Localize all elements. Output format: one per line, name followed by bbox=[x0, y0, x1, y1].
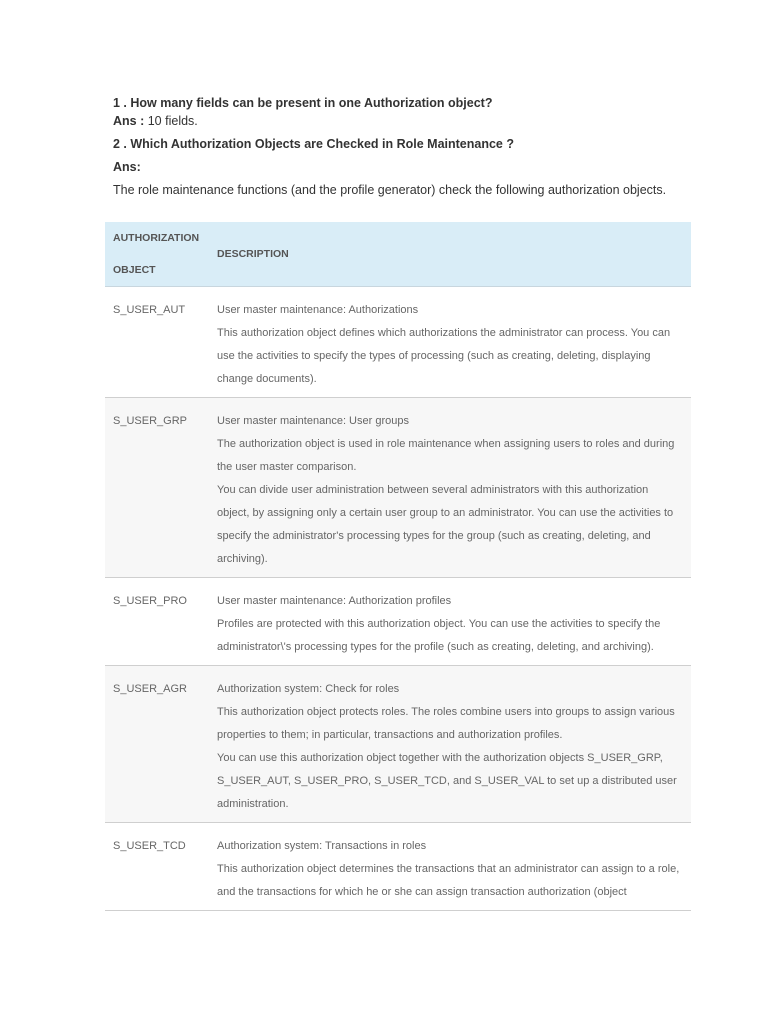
authorization-object-description bbox=[209, 398, 691, 578]
authorization-object-name: S_USER_PRO bbox=[105, 578, 209, 666]
question-1: 1 . How many fields can be present in one Authorization object? bbox=[113, 96, 493, 110]
description-line: Authorization system: Transactions in roles bbox=[217, 840, 427, 852]
description-line: Authorization system: Check for roles bbox=[217, 683, 400, 695]
header-obj-line2: OBJECT bbox=[113, 264, 156, 276]
description-line: You can use this authorization object together with the authorization objects S_USER_GRP, S_USER_AUT, S_USER_PRO, S_USER_TCD, and S_USER_VAL to set up a distributed user administration. bbox=[217, 752, 677, 810]
authorization-object-description bbox=[209, 287, 691, 398]
table-header-row bbox=[105, 222, 691, 287]
table-row bbox=[105, 398, 691, 578]
description-line: User master maintenance: User groups bbox=[217, 415, 409, 427]
description-line: You can divide user administration between several administrators with this authorization object, by assigning only a certain user group to an administrator. You can use the activities to specify the administrator's processing types for the group (such as creating, deleting, and archiving). bbox=[217, 484, 674, 565]
table-row bbox=[105, 823, 691, 911]
description-line: User master maintenance: Authorization profiles bbox=[217, 595, 452, 607]
answer-2-intro: The role maintenance functions (and the profile generator) check the following authorization objects. bbox=[113, 183, 667, 197]
authorization-object-description bbox=[209, 578, 691, 666]
authorization-object-name: S_USER_TCD bbox=[105, 823, 209, 911]
description-line: This authorization object determines the transactions that an administrator can assign to a role, and the transactions for which he or she can assign transaction authorization (object bbox=[217, 863, 680, 898]
description-line: The authorization object is used in role maintenance when assigning users to roles and during the user master comparison. bbox=[217, 438, 675, 473]
header-authorization-object bbox=[105, 222, 209, 287]
answer-2-label: Ans: bbox=[113, 160, 141, 174]
table-row bbox=[105, 287, 691, 398]
table-row bbox=[105, 666, 691, 823]
question-2: 2 . Which Authorization Objects are Checked in Role Maintenance ? bbox=[113, 137, 514, 151]
description-line: This authorization object protects roles. The roles combine users into groups to assign various properties to them; in particular, transactions and authorization profiles. bbox=[217, 706, 675, 741]
description-line: User master maintenance: Authorizations bbox=[217, 304, 419, 316]
authorization-object-name: S_USER_AGR bbox=[105, 666, 209, 823]
answer-1 bbox=[113, 112, 691, 130]
description-line: This authorization object defines which authorizations the administrator can process. You can use the activities to specify the types of processing (such as creating, deleting, displaying change documents). bbox=[217, 327, 671, 385]
document-page bbox=[113, 94, 691, 911]
table-row bbox=[105, 578, 691, 666]
header-description: DESCRIPTION bbox=[209, 222, 691, 287]
authorization-object-description bbox=[209, 823, 691, 911]
authorization-object-description bbox=[209, 666, 691, 823]
authorization-object-name: S_USER_AUT bbox=[105, 287, 209, 398]
header-obj-line1: AUTHORIZATION bbox=[113, 232, 200, 244]
table-body bbox=[105, 287, 691, 911]
answer-1-label: Ans : bbox=[113, 114, 148, 128]
answer-1-text: 10 fields. bbox=[147, 114, 198, 128]
authorization-object-name: S_USER_GRP bbox=[105, 398, 209, 578]
authorization-objects-table bbox=[105, 222, 691, 911]
description-line: Profiles are protected with this authorization object. You can use the activities to specify the administrator\'s processing types for the profile (such as creating, deleting, and archiving). bbox=[217, 618, 661, 653]
